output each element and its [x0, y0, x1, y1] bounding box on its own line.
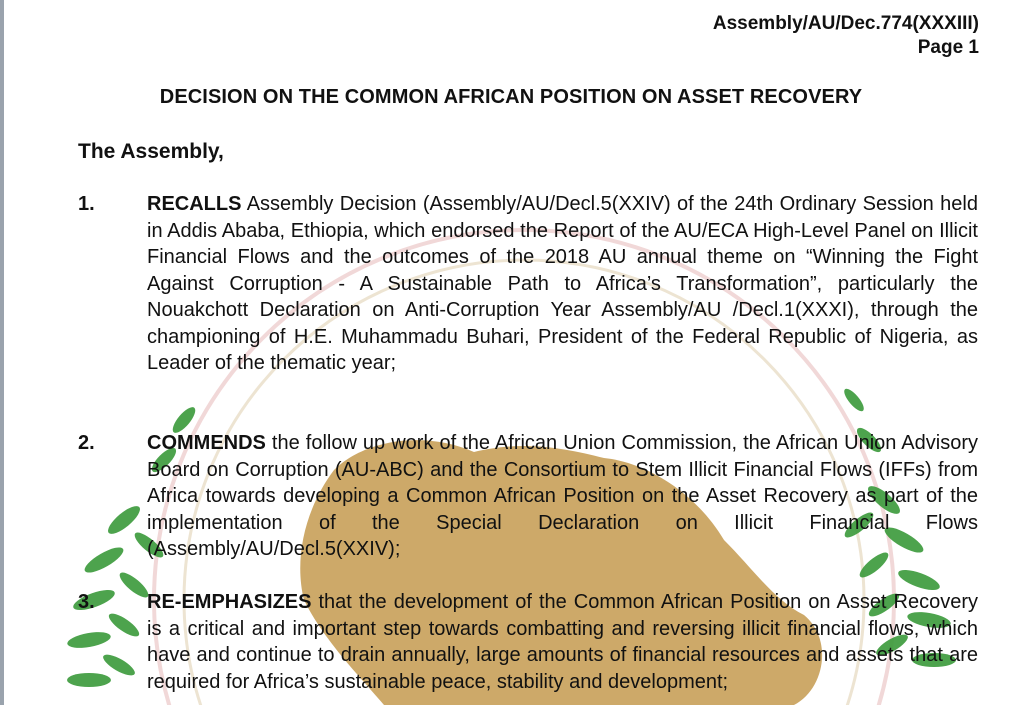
- page-number: Page 1: [917, 37, 979, 58]
- paragraph-verb: RECALLS: [147, 193, 242, 215]
- preamble-heading: The Assembly,: [78, 140, 224, 163]
- paragraph-number: 2.: [78, 432, 95, 454]
- paragraph-text: the follow up work of the African Union Commission, the African Union Advisory Board on Corruption (AU-ABC) and the Consortium to Stem Illicit Financial Flows (IFFs) from Africa towards developing a Common African Position on the Asset Recovery as part of the implementation of the Special Declaration on Illicit Financial Flows (Assembly/AU/Decl.5(XXIV);: [147, 432, 978, 560]
- paragraph-text: that the development of the Common African Position on Asset Recovery is a critical and important step towards combatting and reversing illicit financial flows, which have and continue to drain annually, large amounts of financial resources and assets that are required for Africa’s sustainable peace, stability and development;: [147, 591, 978, 693]
- paragraph-2: [78, 430, 978, 563]
- document-reference: [713, 12, 979, 60]
- paragraph-text: Assembly Decision (Assembly/AU/Decl.5(XXIV) of the 24th Ordinary Session held in Addis Ababa, Ethiopia, which endorsed the Report of the AU/ECA High-Level Panel on Illicit Financial Flows and the outcomes of the 2018 AU annual theme on “Winning the Fight Against Corruption - A Sustainable Path to Africa’s Transformation”, particularly the Nouakchott Declaration on Anti-Corruption Year Assembly/AU /Decl.1(XXXI), through the championing of H.E. Muhammadu Buhari, President of the Federal Republic of Nigeria, as Leader of the thematic year;: [147, 193, 978, 374]
- reference-number: Assembly/AU/Dec.774(XXXIII): [712, 13, 979, 34]
- paragraph-verb: RE-EMPHASIZES: [147, 591, 312, 613]
- paragraph-verb: COMMENDS: [147, 432, 266, 454]
- paragraph-body: [147, 191, 978, 377]
- paragraph-body: [147, 589, 978, 695]
- paragraph-number: 3.: [78, 591, 95, 613]
- paragraph-number: 1.: [78, 193, 95, 215]
- document-title: DECISION ON THE COMMON AFRICAN POSITION ON ASSET RECOVERY: [159, 86, 863, 108]
- paragraph-body: [147, 430, 978, 563]
- paragraph-3: [78, 589, 978, 695]
- paragraph-1: [78, 191, 978, 377]
- document-page: [4, 0, 1024, 705]
